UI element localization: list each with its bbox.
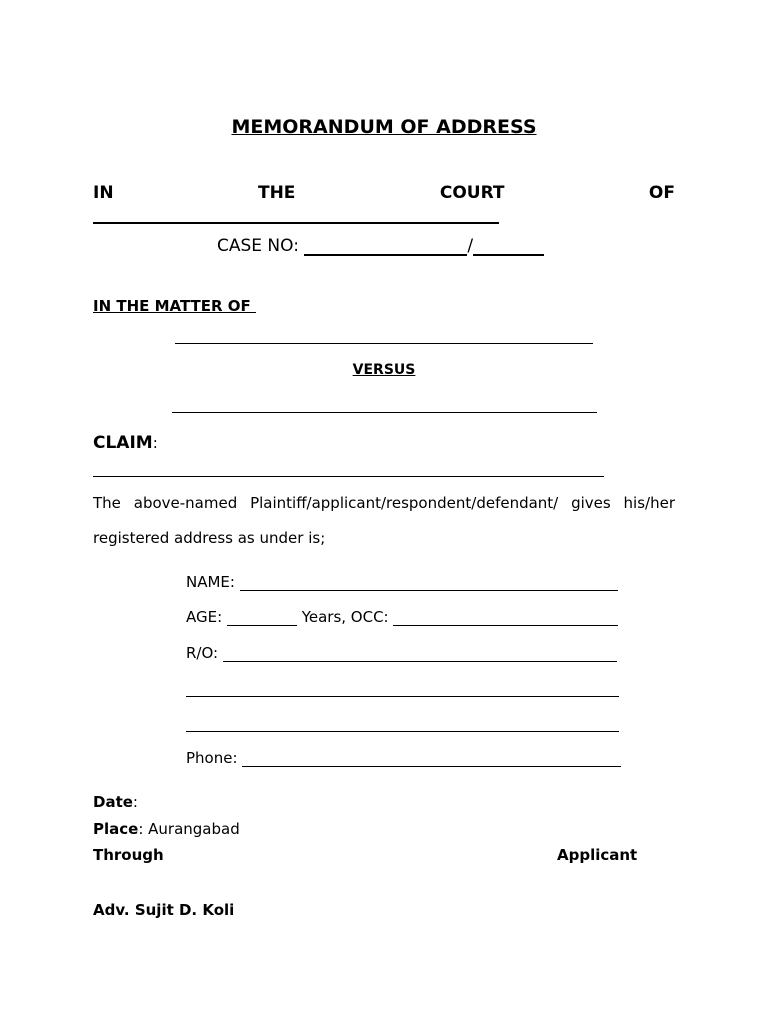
court-word-court: COURT [439, 183, 505, 203]
name-blank[interactable] [240, 574, 618, 591]
versus-heading: VERSUS [352, 362, 416, 378]
matter-heading: IN THE MATTER OF [93, 297, 257, 315]
through-label: Through [93, 846, 164, 864]
claim-colon: : [152, 434, 158, 452]
years-occupation-label: Years, OCC: [296, 608, 394, 626]
phone-label: Phone: [186, 749, 243, 767]
court-name-blank[interactable] [93, 222, 499, 224]
place-row [93, 820, 240, 838]
case-number-row [217, 236, 544, 256]
claim-row [93, 433, 158, 453]
residence-blank-1[interactable] [223, 645, 617, 662]
place-value: : Aurangabad [138, 820, 240, 838]
petitioner-blank[interactable] [175, 343, 593, 344]
name-field [186, 573, 618, 591]
name-label: NAME: [186, 573, 240, 591]
place-label: Place [93, 820, 139, 838]
court-word-of: OF [648, 183, 675, 203]
residence-blank-2[interactable] [186, 696, 619, 697]
phone-field [186, 749, 621, 767]
statement-line-2: registered address as under is; [93, 529, 326, 547]
age-blank[interactable] [227, 609, 297, 626]
date-label: Date [93, 793, 133, 811]
case-number-label: CASE NO: [217, 236, 305, 256]
residence-label: R/O: [186, 644, 223, 662]
page-title: MEMORANDUM OF ADDRESS [231, 116, 537, 138]
date-row [93, 793, 138, 811]
advocate-name: Adv. Sujit D. Koli [93, 901, 235, 919]
court-word-in: IN [93, 183, 114, 203]
respondent-blank[interactable] [172, 412, 597, 413]
case-number-blank[interactable] [304, 238, 467, 256]
applicant-label: Applicant [557, 846, 638, 864]
claim-blank[interactable] [93, 476, 604, 477]
claim-label: CLAIM [93, 433, 153, 453]
phone-blank[interactable] [242, 750, 621, 767]
date-colon: : [132, 793, 138, 811]
occupation-blank[interactable] [393, 609, 618, 626]
statement-line-1: The above-named Plaintiff/applicant/respondent/defendant/ gives his/her [93, 494, 675, 512]
age-label: AGE: [186, 608, 227, 626]
case-year-blank[interactable] [473, 238, 544, 256]
residence-field [186, 644, 617, 662]
case-number-separator: / [467, 236, 474, 256]
court-word-the: THE [257, 183, 296, 203]
court-heading [93, 183, 675, 203]
residence-blank-3[interactable] [186, 731, 619, 732]
age-occupation-field [186, 608, 618, 626]
